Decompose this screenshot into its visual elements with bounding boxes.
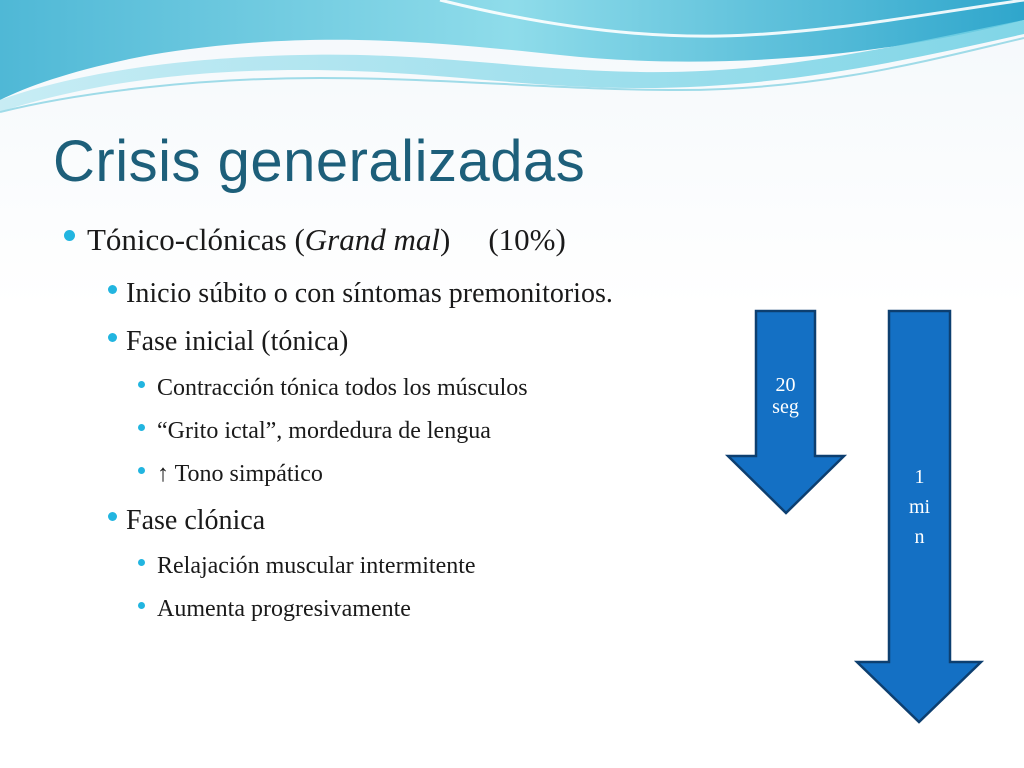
bullet-text: Inicio súbito o con síntomas premonitorios. bbox=[126, 278, 613, 309]
bullet-text-percent: (10%) bbox=[488, 222, 566, 257]
slide-title: Crisis generalizadas bbox=[53, 129, 586, 194]
bullet-text: Fase clónica bbox=[126, 505, 266, 536]
bullet-text: Aumenta progresivamente bbox=[157, 596, 411, 622]
bullet-text-suffix: ) bbox=[439, 222, 451, 257]
bullet-text: Fase inicial (tónica) bbox=[126, 326, 349, 357]
bullet-text-italic: Grand mal bbox=[304, 222, 440, 257]
bullet-text-prefix: Tónico-clónicas ( bbox=[87, 222, 305, 257]
arrow-short-line2: seg bbox=[772, 396, 799, 418]
arrow-long-line2: mi bbox=[908, 496, 931, 518]
bullet-text: ↑ Tono simpático bbox=[157, 461, 323, 487]
arrow-long-line3: n bbox=[914, 526, 925, 548]
arrow-short-label bbox=[756, 374, 815, 418]
arrow-long-line1: 1 bbox=[914, 466, 925, 488]
arrow-long-label bbox=[889, 462, 950, 552]
bullet-text: Relajación muscular intermitente bbox=[157, 553, 476, 579]
bullet-text: Contracción tónica todos los músculos bbox=[157, 375, 528, 401]
arrow-short-line1: 20 bbox=[775, 374, 796, 396]
bullet-text: “Grito ictal”, mordedura de lengua bbox=[157, 418, 491, 444]
